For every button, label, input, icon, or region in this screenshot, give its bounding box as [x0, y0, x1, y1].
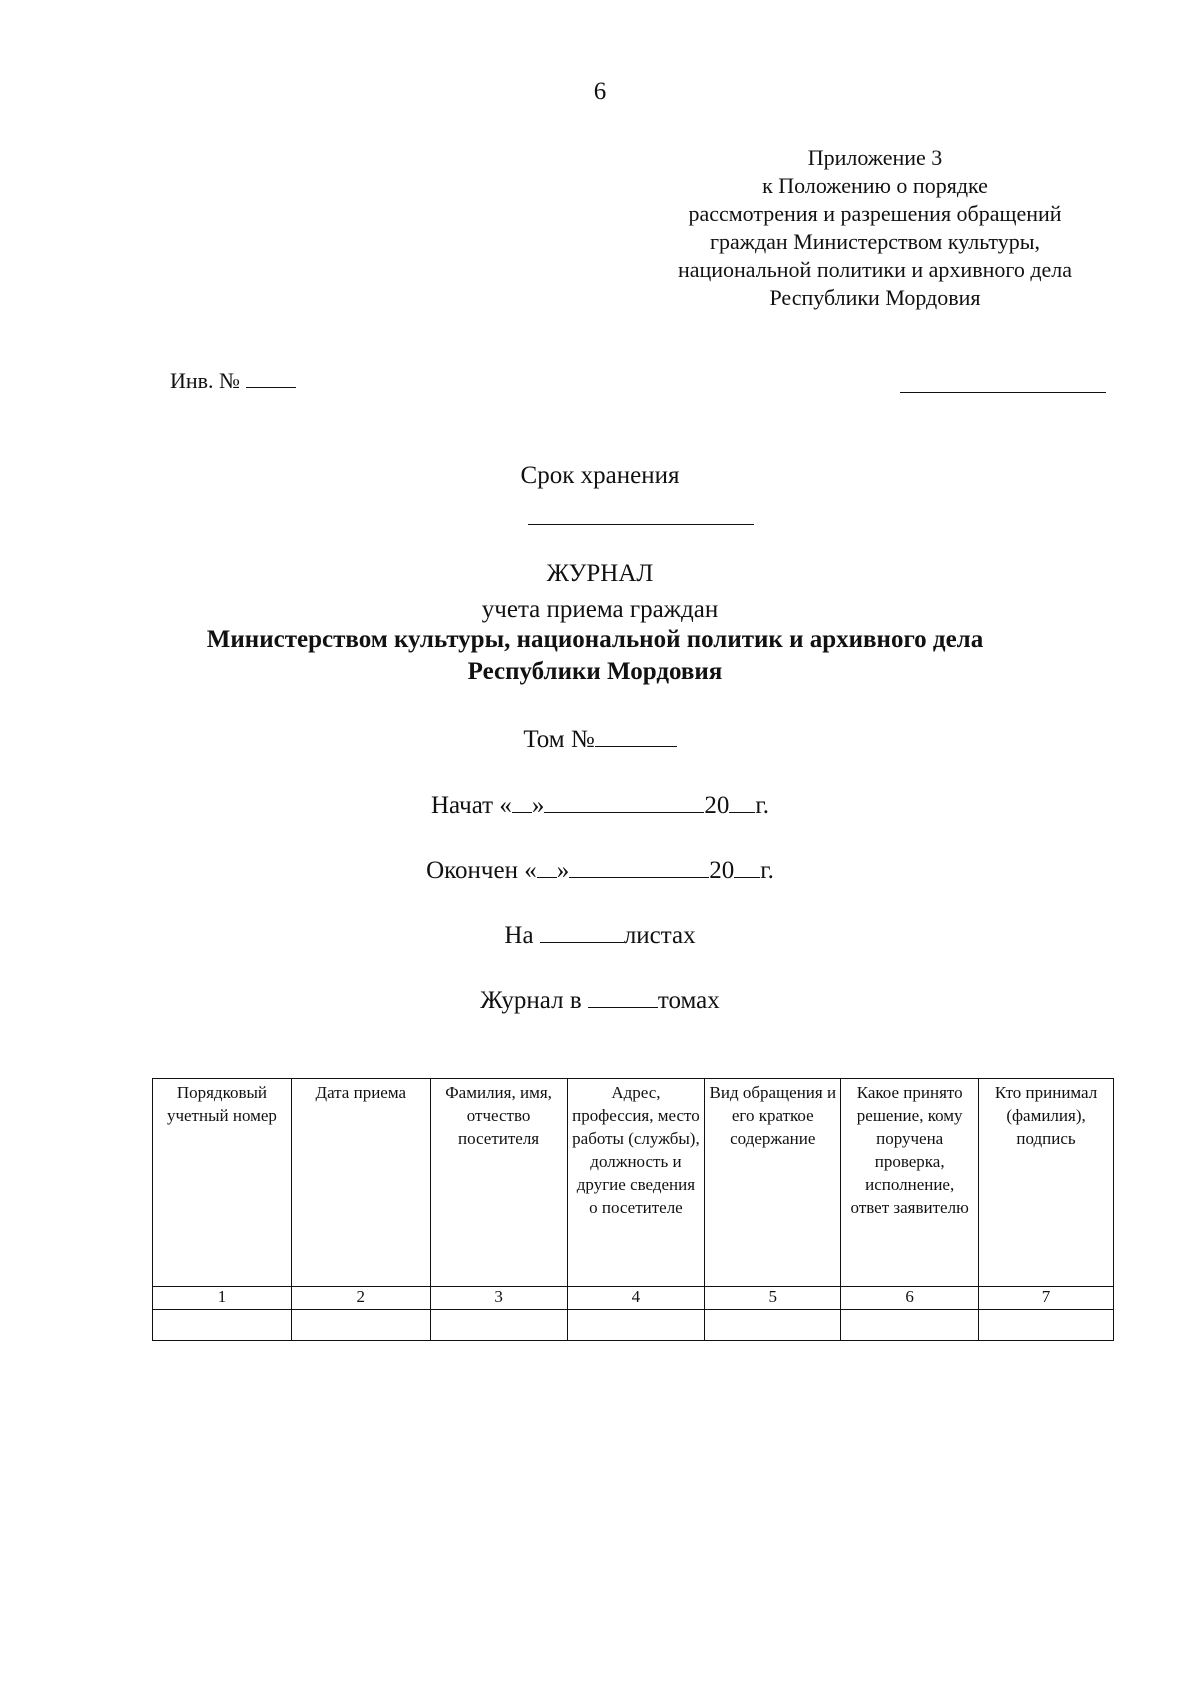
- started-date-field: [0, 790, 1200, 820]
- journal-title: ЖУРНАЛ: [546, 560, 654, 587]
- table-header-cell: [430, 1079, 567, 1287]
- ended-year: 20: [709, 857, 735, 884]
- header-received-by: Кто принимал (фамилия), подпись: [994, 1083, 1098, 1148]
- storage-period-blank[interactable]: [528, 524, 754, 525]
- table-cell[interactable]: [841, 1310, 979, 1341]
- started-quote: »: [531, 792, 545, 819]
- journal-subtitle: учета приема граждан: [481, 596, 719, 623]
- appendix-note: [640, 144, 1110, 312]
- column-number: 1: [153, 1287, 292, 1310]
- appendix-line: национальной политики и архивного дела: [677, 257, 1073, 282]
- column-number: 3: [430, 1287, 567, 1310]
- inventory-label: Инв. №: [170, 368, 241, 393]
- storage-period-label: Срок хранения: [520, 462, 680, 489]
- column-number: 4: [567, 1287, 705, 1310]
- appendix-line: к Положению о порядке: [762, 173, 988, 198]
- journal-org-line-1: Министерством культуры, национальной политик и архивного дела: [206, 626, 984, 653]
- started-month-blank[interactable]: [544, 790, 704, 813]
- table-cell[interactable]: [979, 1310, 1114, 1341]
- column-number: 6: [841, 1287, 979, 1310]
- table-number-row: [153, 1287, 1114, 1310]
- volumes-label: Журнал в: [480, 987, 582, 1014]
- table-header-cell: [153, 1079, 292, 1287]
- sheets-field: [0, 920, 1200, 950]
- table-cell[interactable]: [430, 1310, 567, 1341]
- table-header-cell: [567, 1079, 705, 1287]
- started-year-blank[interactable]: [729, 790, 755, 813]
- signature-blank-line[interactable]: [900, 392, 1106, 393]
- sheets-label: На: [504, 922, 534, 949]
- table-header-cell: [979, 1079, 1114, 1287]
- table-row: [153, 1310, 1114, 1341]
- column-number: 2: [291, 1287, 430, 1310]
- appendix-line: рассмотрения и разрешения обращений: [688, 201, 1062, 226]
- appendix-line: Приложение 3: [807, 145, 943, 170]
- column-number: 5: [705, 1287, 841, 1310]
- header-date: Дата приема: [315, 1083, 407, 1102]
- header-visitor-details: Адрес, профессия, место работы (службы), должность и другие сведения о посетителе: [572, 1083, 700, 1217]
- started-year: 20: [704, 792, 730, 819]
- table-cell[interactable]: [153, 1310, 292, 1341]
- journal-table: [152, 1078, 1114, 1341]
- appendix-line: граждан Министерством культуры,: [709, 229, 1041, 254]
- ended-month-blank[interactable]: [569, 855, 709, 878]
- header-visitor-name: Фамилия, имя, отчество посетителя: [445, 1083, 552, 1148]
- sheets-blank[interactable]: [540, 920, 624, 943]
- table-cell[interactable]: [291, 1310, 430, 1341]
- started-year-suffix: г.: [755, 792, 770, 819]
- ended-quote: »: [556, 857, 570, 884]
- volumes-blank[interactable]: [588, 985, 658, 1008]
- header-appeal-type: Вид обращения и его краткое содержание: [709, 1083, 837, 1148]
- header-decision: Какое принято решение, кому поручена проверка, исполнение, ответ заявителю: [850, 1083, 969, 1217]
- sheets-suffix: листах: [623, 922, 696, 949]
- ended-day-blank[interactable]: [537, 855, 557, 878]
- table-header-cell: [841, 1079, 979, 1287]
- page-number: 6: [593, 78, 607, 105]
- started-label: Начат «: [430, 792, 512, 819]
- table-cell[interactable]: [567, 1310, 705, 1341]
- header-order-number: Порядковый учетный номер: [166, 1083, 277, 1125]
- started-day-blank[interactable]: [512, 790, 532, 813]
- ended-year-suffix: г.: [760, 857, 774, 884]
- ended-label: Окончен «: [426, 857, 537, 884]
- volumes-suffix: томах: [657, 987, 720, 1014]
- ended-date-field: [0, 855, 1200, 885]
- table-cell[interactable]: [705, 1310, 841, 1341]
- table-header-cell: [705, 1079, 841, 1287]
- inventory-number-field: [170, 365, 296, 394]
- table-header-cell: [291, 1079, 430, 1287]
- table-header-row: [153, 1079, 1114, 1287]
- journal-org-line-2: Республики Мордовия: [467, 658, 723, 685]
- volume-blank[interactable]: [595, 724, 677, 747]
- volumes-field: [0, 985, 1200, 1015]
- ended-year-blank[interactable]: [734, 855, 760, 878]
- volume-number-field: [0, 724, 1200, 754]
- inventory-blank[interactable]: [246, 365, 296, 388]
- volume-label: Том №: [523, 726, 595, 753]
- appendix-line: Республики Мордовия: [769, 285, 981, 310]
- column-number: 7: [979, 1287, 1114, 1310]
